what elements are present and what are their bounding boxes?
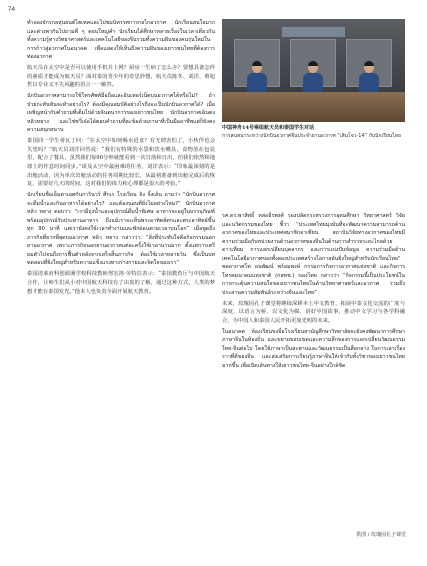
page-number: 74 [8,6,15,13]
astronaut-dialogue-photo [222,19,405,122]
paragraph: รศ.ดร.พาสิทธิ์ หล่อธีรพงศ์ รองปลัดกระทรวงการอุดมศึกษา วิทยาศาสตร์ วิจัยและนวัตกรรมของไทย ชี้ว่า “ประเทศไทยมุ่งมั่นที่จะพัฒนาความสามารถด้านอวกาศของไทยและประเทศสมาชิกอาเซียน สถาบันวิจัยทางอวกาศของไทยมีความร่วมมือกับหน่วยงานด้านอวกาศของจีนในด้านการสำรวจระยะไกลด้วยดาวเทียม การแลกเปลี่ยนบุคลากร และการแบ่งปันข้อมูล ความร่วมมือด้านเทคโนโลยีอวกาศของทั้งสองประเทศสร้างโอกาสอันยิ่งใหญ่สำหรับนักเรียนไทย” พลอากาศโท อนพัฒน์ พร้อมพงษ์ กรรมการกิจการอวกาศแห่งชาติ และกิจการโทรคมนาคมแห่งชาติ (กสทช.) ของไทย กล่าวว่า “กิจกรรมนี้เป็นประโยชน์ในการกระตุ้นความสนใจของเยาวชนไทยในด้านวิทยาศาสตร์และอวกาศ รวมถึงประสานความสัมพันธ์ระหว่างจีนและไทย” [222,213,405,296]
paragraph: นักเรียนชื่อเอ็มตาเอศกันการินวร์ ศึกเร โรงเรียน จิง จิ้งเส้น ถามว่า “นักบินอวกาศจะดื่มน้ำและกินอาหารได้อย่างไร? และต้องนอนที่ยั่งไม่อย่างไหม?” นักบินอวกาศหลิว หยาง ตอบว่า: “เรามีถุงน้ำและอุปกรณ์ดื่มน้ำพิเศษ อาหารจะอยู่ในบรรจุภัณฑ์ พร้อมอุปกรณ์รับประทานอาหาร ถึงแม้เราจะเห็นพระอาทิตย์ตกและพระอาทิตย์ขึ้นทุก 90 นาที แต่เรายังคงใช้เวลาทำงานและพักผ่อนตามเวลาบนโลก” เมื่อพูดถึงภารกิจที่ยากที่สุดบนอวกาศ หลิว หยาง กล่าวว่า: “สิ่งที่ประทับใจคือกิจกรรมนอกยานอวกาศ เพราะภารกิจนอกยานอวกาศแต่ละครั้งใช้เวลานานมาก ตั้งแต่การเตรียมตัวไปจนถึงการฟื้นตัวหลังจากเสร็จสิ้นภารกิจ ต้องใช้เวลาหลายวัน ซึ่งเป็นบททดสอบที่ยิ่งใหญ่สำหรับความแข็งแรงทางร่างกายและจิตใจของเรา” [27,192,215,267]
paragraph: 泰国清莱府科创源溪学校科技教师努宏洛·劳特拉表示：“泰国教育厅与中国航天合作，让师生们从小对中国航天科技有了由衷的了解，通过这种方式，人类的梦想才能在泰国发光。”他本人也负责全面开展航天教育。 [27,271,215,295]
photo-caption [222,125,405,140]
paragraph: ในอนาคต ห้องเรียนขงจื่อโรงเรียนสามัญศึกษาวิทยาลัยจะยังคงพัฒนาการศึกษาภาษาจีนในท้องถิ่น และขยายขอบเขตและความลึกของการแลกเปลี่ยนวัฒนธรรมไทย-จีนต่อไป โดยใช้ภาษาเป็นสะพานและวัฒนธรรมเป็นสื่อกลาง ในการเล่าเรื่องราวที่ดีของจีน และส่งเสริมการเรียนรู้ภาษาจีนให้เข้ากับทั้งวิชาของเยาวชนไทยมากขึ้น เพื่อเปิดเส้นทางให้เยาวชนไทย-จีนอย่างใกล้ชิด [222,328,405,369]
paragraph: ทำลองจักรกลหุ่นยนต์ไฮเทคและไปชมนิทรรศการกลไกอวกาศ นักเรียนสนใจมากและต่างพากันไปถามพี่ ๆ ตอบใหญ่คำ นักเรียนได้ศึกษาหลายเรื่องในเวลาเดียวกัน ทั้งความรู้ทางวิทยาศาสตร์และเทคโนโลยีของจีนรวมทั้งความฝันของคนรุ่นใหม่ในการก้าวสู่อวกาศในอนาคต เพื่อแสดงให้เห็นถึงความฝันของเยาวชนไทยที่ต้องการท่องอวกาศ [27,20,215,60]
paragraph: 未来，玫瑰园孔子课堂将继续深耕本土中文教育，拓展中泰文化交流的广度与深度，以语言为桥、以文化为媒，讲好中国故事，推动中文学习与各学科融合，为中国人和泰国人民开拓更加光明的未来。 [222,300,405,324]
paragraph: 泰国同一学生蒂瓦丁问：“在太空中如何喝水进食？有无谓害怕了，小伙伴也会失望吗？”航天员刘洋回答说：“我们有特殊的水袋和饮水嘴具，食物放在包装里，配合了餐具，虽然我们每90分钟就能看到一次日落和日出，但我们依然和地球上的作息时间同步。”谈及太空中最困难的任务，刘洋表示：“印象最深刻的是出舱活动，因为单次出舱活动的任务周期比较长，从最初准备到出舱完成后的恢复，需要好几天的时间，这对我们的体力和心理都是很大的考验。” [27,138,215,188]
caption-thai: การสนทนาระหว่างนักบินอวกาศจีนประจำยานอวกาศ “เสินโจว-14” กับนักเรียนไทย [222,132,401,139]
photo-credit: 供图 / 玫瑰园孔子课堂 [356,532,406,538]
article-right-column [222,212,405,373]
article-left-column [27,19,215,299]
paragraph: นักบินอวกาศสามารถใช้โทรศัพท์มือถือและอินเทอร์เน็ตบนอวกาศได้หรือไม่? ถ้าป่วยกะทันหันจะทำอย่างไร? ต้องมีคุณสมบัติอย่างไรถึงจะเป็นนักบินอวกาศได้? เมื่อเผชิญหน้ากับคำถามที่เต็มไปด้วยจินตนาการของเยาวชนไทย นักบินอวกาศเฉินตง หลิวหยาง และไช่ซวี่เจ๋อได้ตอบคำถามที่ละข้อด้วยภาษาที่เป็นมืออาชีพแต่ก็ยังคงความสนุกสนาน [27,93,215,134]
paragraph: 航天员在太空中是否可以使用手机并上网？厨房一生病了怎么办？要想具备怎样的素质才能成为航天员？面对泰国青少年的奇思妙想，航天员陈冬、刘洋、蔡旭哲以专业又不失风趣的语言一一解答。 [27,65,215,89]
caption-chinese: 中国神舟14号乘组航天员和泰国学生对话 [222,125,314,131]
